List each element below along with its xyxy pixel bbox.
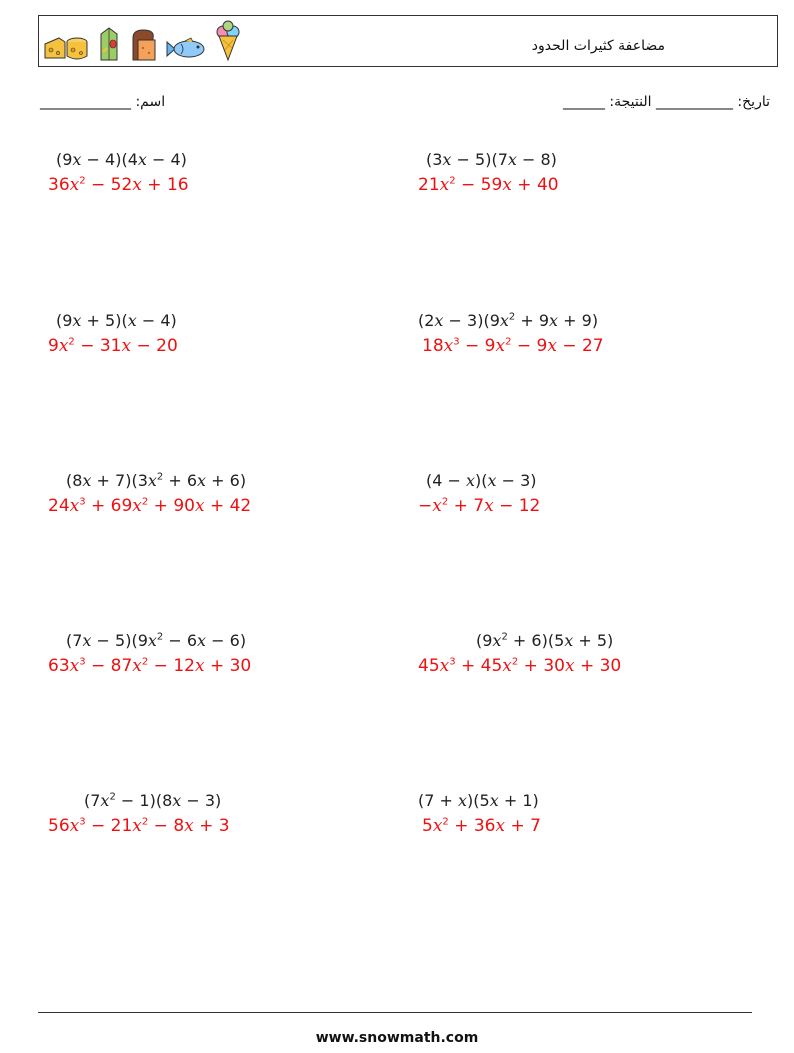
footer-url[interactable]: www.snowmath.com [315, 1030, 479, 1046]
fish-icon [165, 36, 207, 62]
problem-answer: $21x^2 - 59x + 40$ [418, 175, 559, 195]
problem-6 [418, 471, 540, 516]
footer-divider [38, 1012, 752, 1013]
problem-8 [418, 631, 621, 676]
header-icons [43, 20, 241, 62]
problem-answer: $-x^2 + 7x - 12$ [418, 496, 541, 516]
problem-question: (3x − 5)(7x − 8) [426, 150, 557, 169]
worksheet-title: مضاعفة كثيرات الحدود [531, 38, 665, 54]
problem-1 [48, 150, 189, 195]
problem-question: $(7x^2 - 1)(8x - 3)$ [84, 791, 222, 810]
problem-answer: $36x^2 - 52x + 16$ [48, 175, 189, 195]
problem-answer: $18x^3 - 9x^2 - 9x - 27$ [422, 336, 604, 356]
problem-5 [48, 471, 251, 516]
problem-question: (7 + x)(5x + 1) [418, 791, 539, 810]
problem-question: (9x + 5)(x − 4) [56, 311, 177, 330]
problem-9 [48, 791, 230, 836]
problem-question: (9x − 4)(4x − 4) [56, 150, 187, 169]
problem-question: $(8x + 7)(3x^2 + 6x + 6)$ [66, 471, 247, 490]
ice-cream-icon [215, 20, 241, 62]
worksheet-header [38, 15, 778, 67]
problem-10 [418, 791, 541, 836]
problem-question: $(2x - 3)(9x^2 + 9x + 9)$ [418, 311, 599, 330]
juice-carton-icon [97, 26, 121, 62]
problem-question: $(7x - 5)(9x^2 - 6x - 6)$ [66, 631, 247, 650]
bread-icon [129, 28, 157, 62]
date-score-field: ______ :تاريخ: ___________ النتيجة [562, 94, 770, 110]
problem-2 [418, 150, 559, 195]
problem-question: $(9x^2 + 6)(5x + 5)$ [476, 631, 614, 650]
problem-answer: $56x^3 - 21x^2 - 8x + 3$ [48, 816, 230, 836]
problem-answer: $63x^3 - 87x^2 - 12x + 30$ [48, 656, 252, 676]
name-field: اسم: _____________ [40, 94, 166, 110]
problem-answer: $24x^3 + 69x^2 + 90x + 42$ [48, 496, 252, 516]
problem-3 [48, 311, 178, 356]
problem-answer: $45x^3 + 45x^2 + 30x + 30$ [418, 656, 622, 676]
problem-4 [418, 311, 604, 356]
cheese-icon [43, 32, 89, 62]
problem-question: (4 − x)(x − 3) [426, 471, 537, 490]
problem-answer: $5x^2 + 36x + 7$ [422, 816, 541, 836]
problem-7 [48, 631, 251, 676]
problem-answer: $9x^2 - 31x - 20$ [48, 336, 178, 356]
